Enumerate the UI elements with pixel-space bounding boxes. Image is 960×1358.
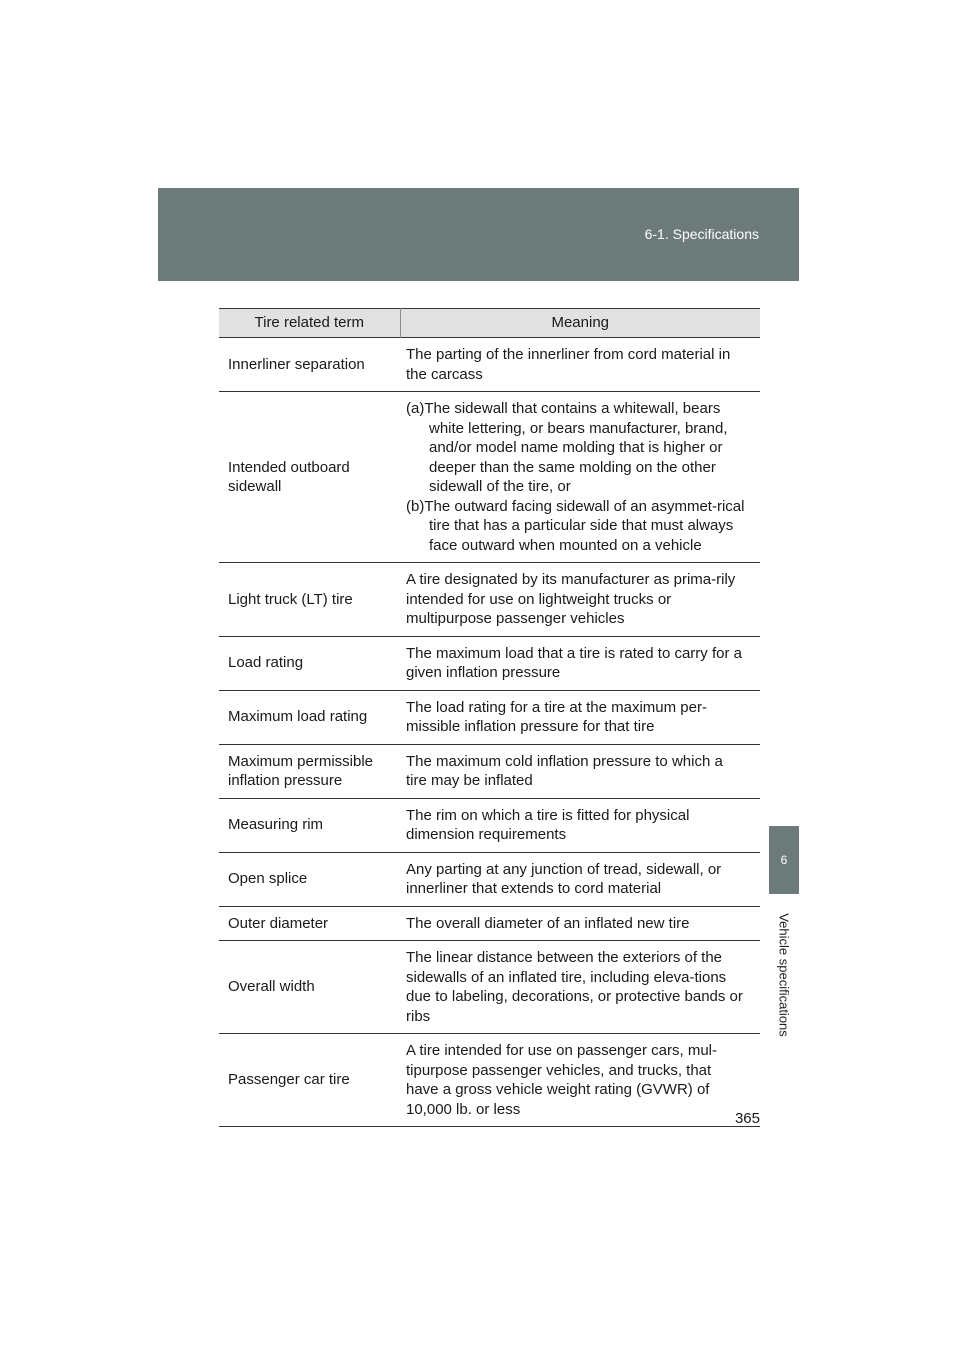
term-cell: Maximum load rating [219, 690, 400, 744]
meaning-cell: The load rating for a tire at the maximum per-missible inflation pressure for that tire [400, 690, 760, 744]
table-row [219, 798, 760, 852]
table-row [219, 941, 760, 1034]
meaning-cell [400, 392, 760, 563]
table-row [219, 392, 760, 563]
chapter-label: Vehicle specifications [776, 913, 792, 1037]
meaning-cell: The maximum cold inflation pressure to which a tire may be inflated [400, 744, 760, 798]
table-row [219, 563, 760, 637]
meaning-list-item: (b)The outward facing sidewall of an asymmet-rical tire that has a particular side that must always face outward when mounted on a vehicle [406, 497, 745, 554]
meaning-list-item: (a)The sidewall that contains a whitewall, bears white lettering, or bears manufacturer, brand, and/or model name molding that is higher or deeper than the same molding on the other sidewall of the tire, or [406, 400, 728, 495]
table-row [219, 636, 760, 690]
term-column-header: Tire related term [219, 309, 400, 338]
term-cell: Load rating [219, 636, 400, 690]
term-cell: Intended outboard sidewall [219, 392, 400, 563]
section-title: 6-1. Specifications [644, 226, 759, 242]
term-cell: Overall width [219, 941, 400, 1034]
meaning-cell: The linear distance between the exteriors of the sidewalls of an inflated tire, including eleva-tions due to labeling, decorations, or protective bands or ribs [400, 941, 760, 1034]
meaning-column-header: Meaning [400, 309, 760, 338]
meaning-cell: The parting of the innerliner from cord material in the carcass [400, 338, 760, 392]
term-cell: Outer diameter [219, 906, 400, 941]
section-header [158, 188, 799, 281]
meaning-cell: Any parting at any junction of tread, sidewall, or innerliner that extends to cord material [400, 852, 760, 906]
term-cell: Passenger car tire [219, 1034, 400, 1127]
page-number: 365 [734, 1110, 760, 1127]
chapter-tab [769, 826, 799, 894]
table-row [219, 744, 760, 798]
table-header-row [219, 309, 760, 338]
term-cell: Light truck (LT) tire [219, 563, 400, 637]
meaning-cell: The maximum load that a tire is rated to carry for a given inflation pressure [400, 636, 760, 690]
table-row [219, 906, 760, 941]
table-row [219, 338, 760, 392]
table-row [219, 1034, 760, 1127]
chapter-number: 6 [780, 853, 788, 867]
term-cell: Innerliner separation [219, 338, 400, 392]
meaning-cell: The overall diameter of an inflated new tire [400, 906, 760, 941]
term-cell: Open splice [219, 852, 400, 906]
meaning-cell: The rim on which a tire is fitted for physical dimension requirements [400, 798, 760, 852]
tire-terms-table [219, 308, 760, 1127]
meaning-cell: A tire designated by its manufacturer as prima-rily intended for use on lightweight trucks or multipurpose passenger vehicles [400, 563, 760, 637]
table-row [219, 690, 760, 744]
table-row [219, 852, 760, 906]
meaning-cell: A tire intended for use on passenger cars, mul-tipurpose passenger vehicles, and trucks, that have a gross vehicle weight rating (GVWR) of 10,000 lb. or less [400, 1034, 760, 1127]
term-cell: Maximum permissible inflation pressure [219, 744, 400, 798]
term-cell: Measuring rim [219, 798, 400, 852]
